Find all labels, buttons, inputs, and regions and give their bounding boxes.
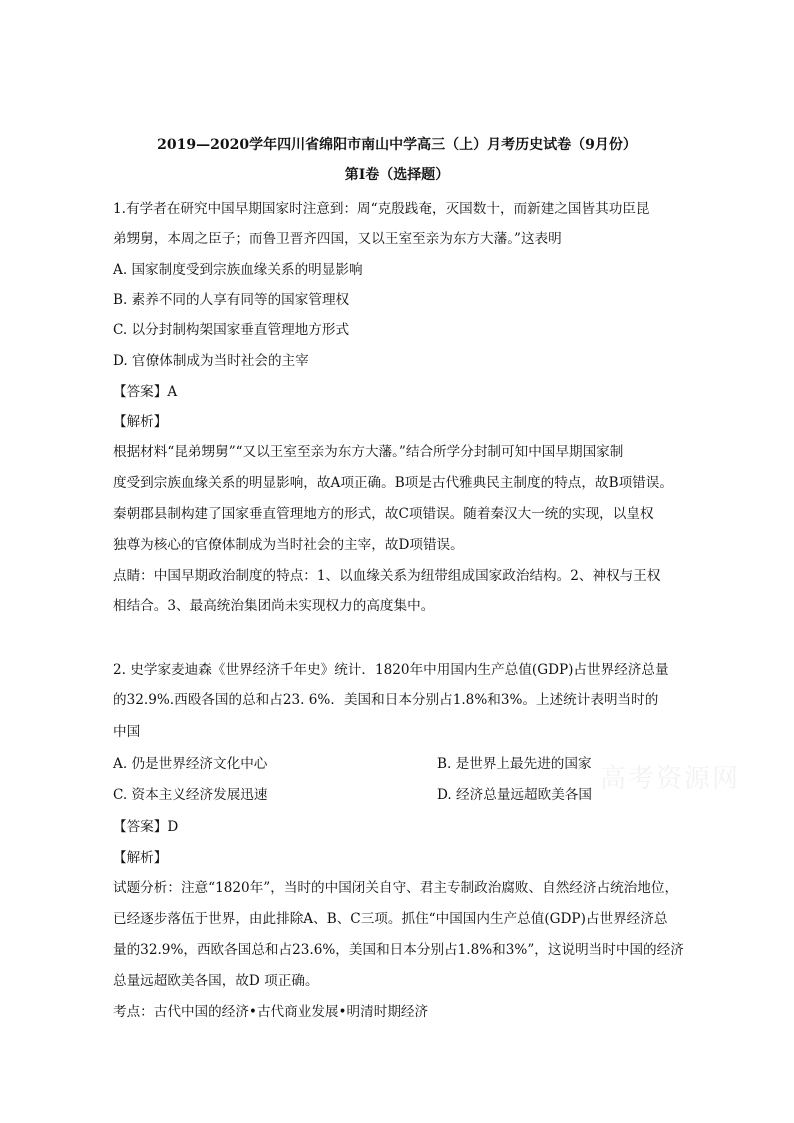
q1-note-line-1: 点睛：中国早期政治制度的特点：1、以血缘关系为纽带组成国家政治结构。2、神权与王权 [113, 568, 661, 584]
q1-analysis-line-3: 秦朝郡县制构建了国家垂直管理地方的形式，故C项错误。随着秦汉大一统的实现，以皇权 [113, 506, 654, 522]
q2-analysis-line-3: 量的32.9%，西欧各国总和占23.6%，美国和日本分别占1.8%和3%”，这说明当时中国的经济 [113, 942, 684, 958]
q1-option-d: D. 官僚体制成为当时社会的主宰 [113, 353, 309, 369]
q1-stem-line-1: 1.有学者在研究中国早期国家时注意到：周“克殷践奄，灭国数十，而新建之国皆其功臣昆 [113, 201, 650, 217]
q1-analysis-line-1: 根据材料“昆弟甥舅”“又以王室至亲为东方大藩。”结合所学分封制可知中国早期国家制 [113, 444, 624, 460]
q2-analysis-label: 【解析】 [113, 850, 168, 866]
q2-stem-line-1: 2. 史学家麦迪森《世界经济千年史》统计．1820年中用国内生产总值(GDP)占世界经济总量 [113, 662, 669, 678]
q2-stem-line-2: 的32.9%.西殴各国的总和占23. 6%．美国和日本分别占1.8%和3%。上述统计表明当时的 [113, 692, 659, 708]
q1-note-line-2: 相结合。3、最高统治集团尚未实现权力的高度集中。 [113, 598, 435, 614]
q2-option-a: A. 仍是世界经济文化中心 [113, 756, 268, 772]
q2-topic: 考点：古代中国的经济•古代商业发展•明清时期经济 [113, 1004, 429, 1020]
section-title: 第Ⅰ卷（选择题） [344, 167, 450, 183]
q1-option-b: B. 素养不同的人享有同等的国家管理权 [113, 292, 350, 308]
q2-analysis-line-1: 试题分析：注意“1820年”，当时的中国闭关自守、君主专制政治腐败、自然经济占统治地位， [113, 880, 679, 896]
q1-analysis-line-4: 独尊为核心的官僚体制成为当时社会的主宰，故D项错误。 [113, 537, 464, 553]
q1-analysis-label: 【解析】 [113, 414, 168, 430]
q1-answer: 【答案】A [113, 384, 178, 400]
q1-option-c: C. 以分封制构架国家垂直管理地方形式 [113, 322, 350, 338]
q2-option-b: B. 是世界上最先进的国家 [437, 756, 592, 772]
q1-analysis-line-2: 度受到宗族血缘关系的明显影响，故A项正确。B项是古代雅典民主制度的特点，故B项错误。 [113, 475, 673, 491]
exam-title: 2019—2020学年四川省绵阳市南山中学高三（上）月考历史试卷（9月份） [157, 137, 637, 153]
q2-analysis-line-2: 已经逐步落伍于世界，由此排除A、B、C三项。抓住“中国国内生产总值(GDP)占世界经济总 [113, 911, 668, 927]
q2-answer: 【答案】D [113, 819, 179, 835]
q1-option-a: A. 国家制度受到宗族血缘关系的明显影响 [113, 262, 363, 278]
watermark: 高考资源网 [600, 764, 741, 794]
q2-analysis-line-4: 总量远超欧美各国，故D 项正确。 [113, 973, 319, 989]
q2-option-d: D. 经济总量远超欧美各国 [437, 787, 592, 803]
q2-stem-line-3: 中国 [113, 724, 141, 740]
q1-stem-line-2: 弟甥舅，本周之臣子；而鲁卫晋齐四国，又以王室至亲为东方大藩。”这表明 [113, 231, 562, 247]
q2-option-c: C. 资本主义经济发展迅速 [113, 787, 268, 803]
